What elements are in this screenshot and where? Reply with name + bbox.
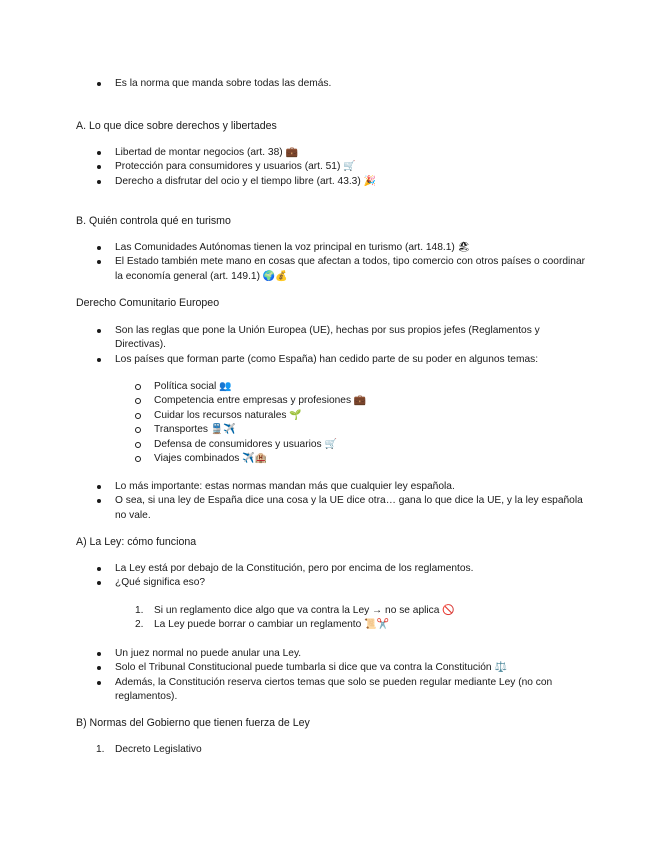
list-item: Cuidar los recursos naturales 🌱 (135, 409, 555, 423)
section-heading: B. Quién controla qué en turismo (76, 215, 231, 227)
list-item: Los países que forman parte (como España) han cedido parte de su poder en algunos temas: (96, 353, 586, 367)
list-item: ¿Qué significa eso? (96, 576, 586, 590)
briefcase-icon: 💼 (285, 147, 298, 158)
list-item: La Ley está por debajo de la Constitución, pero por encima de los reglamentos. (96, 562, 586, 576)
scroll-scissors-icon: 📜✂️ (364, 619, 390, 631)
list-item: Son las reglas que pone la Unión Europea (UE), hechas por sus propios jefes (Reglamentos y Directivas). (96, 324, 586, 353)
list-item: Libertad de montar negocios (art. 38) 💼 (96, 146, 586, 160)
party-icon: 🎉 (363, 175, 377, 187)
law-meaning-list (135, 604, 555, 633)
shopping-cart-icon: 🛒 (324, 438, 337, 450)
section-heading: A) La Ley: cómo funciona (76, 536, 197, 548)
eu-competences-list (135, 380, 555, 466)
list-item: Es la norma que manda sobre todas las demás. (96, 77, 586, 91)
plane-hotel-icon: ✈️🏨 (242, 453, 268, 465)
law-control-list (96, 647, 586, 705)
law-list (96, 562, 586, 591)
list-item: Además, la Constitución reserva ciertos temas que solo se pueden regular mediante Ley (no con reglamentos). (96, 676, 586, 705)
beach-icon: 🏖 (457, 242, 471, 253)
list-item: 1. Decreto Legislativo (96, 744, 202, 755)
eu-list (96, 324, 586, 367)
intro-list (96, 77, 586, 91)
prohibited-icon: 🚫 (442, 605, 455, 616)
people-icon: 👥 (219, 381, 232, 392)
briefcase-icon: 💼 (353, 395, 367, 407)
list-item: Defensa de consumidores y usuarios 🛒 (135, 438, 555, 452)
shopping-cart-icon: 🛒 (343, 161, 356, 173)
list-item: Lo más importante: estas normas mandan más que cualquier ley española. (96, 480, 586, 494)
list-item: Viajes combinados ✈️🏨 (135, 452, 555, 466)
list-item: O sea, si una ley de España dice una cosa y la UE dice otra… gana lo que dice la UE, y la ley española no vale. (96, 494, 586, 523)
rights-list (96, 146, 586, 189)
eu-primacy-list (96, 480, 586, 523)
section-heading: B) Normas del Gobierno que tienen fuerza de Ley (76, 717, 310, 729)
tourism-control-list (96, 241, 586, 284)
list-item: El Estado también mete mano en cosas que afectan a todos, tipo comercio con otros países o coordinar la economía general (art. 149.1) 🌍💰 (96, 255, 586, 284)
scales-icon: ⚖️ (494, 662, 507, 674)
gov-norms-list (96, 743, 556, 757)
list-item: 1. Si un reglamento dice algo que va contra la Ley → no se aplica 🚫 (135, 605, 455, 616)
list-item: Política social 👥 (135, 380, 555, 394)
list-item: Transportes 🚆✈️ (135, 423, 555, 437)
train-plane-icon: 🚆✈️ (210, 424, 236, 436)
list-item: Un juez normal no puede anular una Ley. (96, 647, 586, 661)
list-item: Competencia entre empresas y profesiones 💼 (135, 394, 555, 408)
section-heading: Derecho Comunitario Europeo (76, 297, 220, 309)
list-item: 2. La Ley puede borrar o cambiar un reglamento 📜✂️ (135, 619, 390, 631)
globe-money-icon: 🌍💰 (262, 270, 288, 282)
list-item: Las Comunidades Autónomas tienen la voz principal en turismo (art. 148.1) 🏖 (96, 241, 586, 255)
list-item: Protección para consumidores y usuarios (art. 51) 🛒 (96, 160, 586, 174)
seedling-icon: 🌱 (289, 409, 302, 421)
list-item: Solo el Tribunal Constitucional puede tumbarla si dice que va contra la Constitución ⚖️ (96, 661, 586, 675)
section-heading: A. Lo que dice sobre derechos y libertades (76, 120, 277, 132)
list-item: Derecho a disfrutar del ocio y el tiempo libre (art. 43.3) 🎉 (96, 175, 586, 189)
